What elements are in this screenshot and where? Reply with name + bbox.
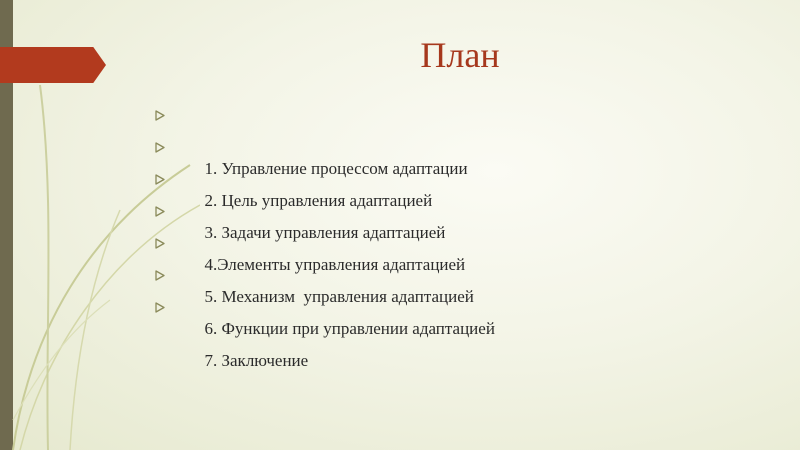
- slide-title: План: [420, 35, 500, 75]
- list-item-text: 7. Заключение: [204, 351, 309, 370]
- list-item-text: 1. Управление процессом адаптации: [204, 159, 468, 178]
- pennant-bullet-icon: [155, 302, 165, 313]
- pennant-bullet-icon: [155, 270, 165, 281]
- pennant-bullet-icon: [155, 142, 165, 153]
- list-item-text: 6. Функции при управлении адаптацией: [204, 319, 495, 338]
- pennant-bullet-icon: [155, 174, 165, 185]
- list-item-text: 5. Механизм управления адаптацией: [204, 287, 474, 306]
- list-item: [155, 104, 495, 178]
- list-item-text: 3. Задачи управления адаптацией: [204, 223, 446, 242]
- list-item-text: 4.Элементы управления адаптацией: [204, 255, 466, 274]
- accent-tab: [0, 47, 106, 83]
- pennant-bullet-icon: [155, 110, 165, 121]
- pennant-bullet-icon: [155, 206, 165, 217]
- pennant-bullet-icon: [155, 238, 165, 249]
- plan-list: [155, 104, 495, 370]
- list-item-text: 2. Цель управления адаптацией: [204, 191, 433, 210]
